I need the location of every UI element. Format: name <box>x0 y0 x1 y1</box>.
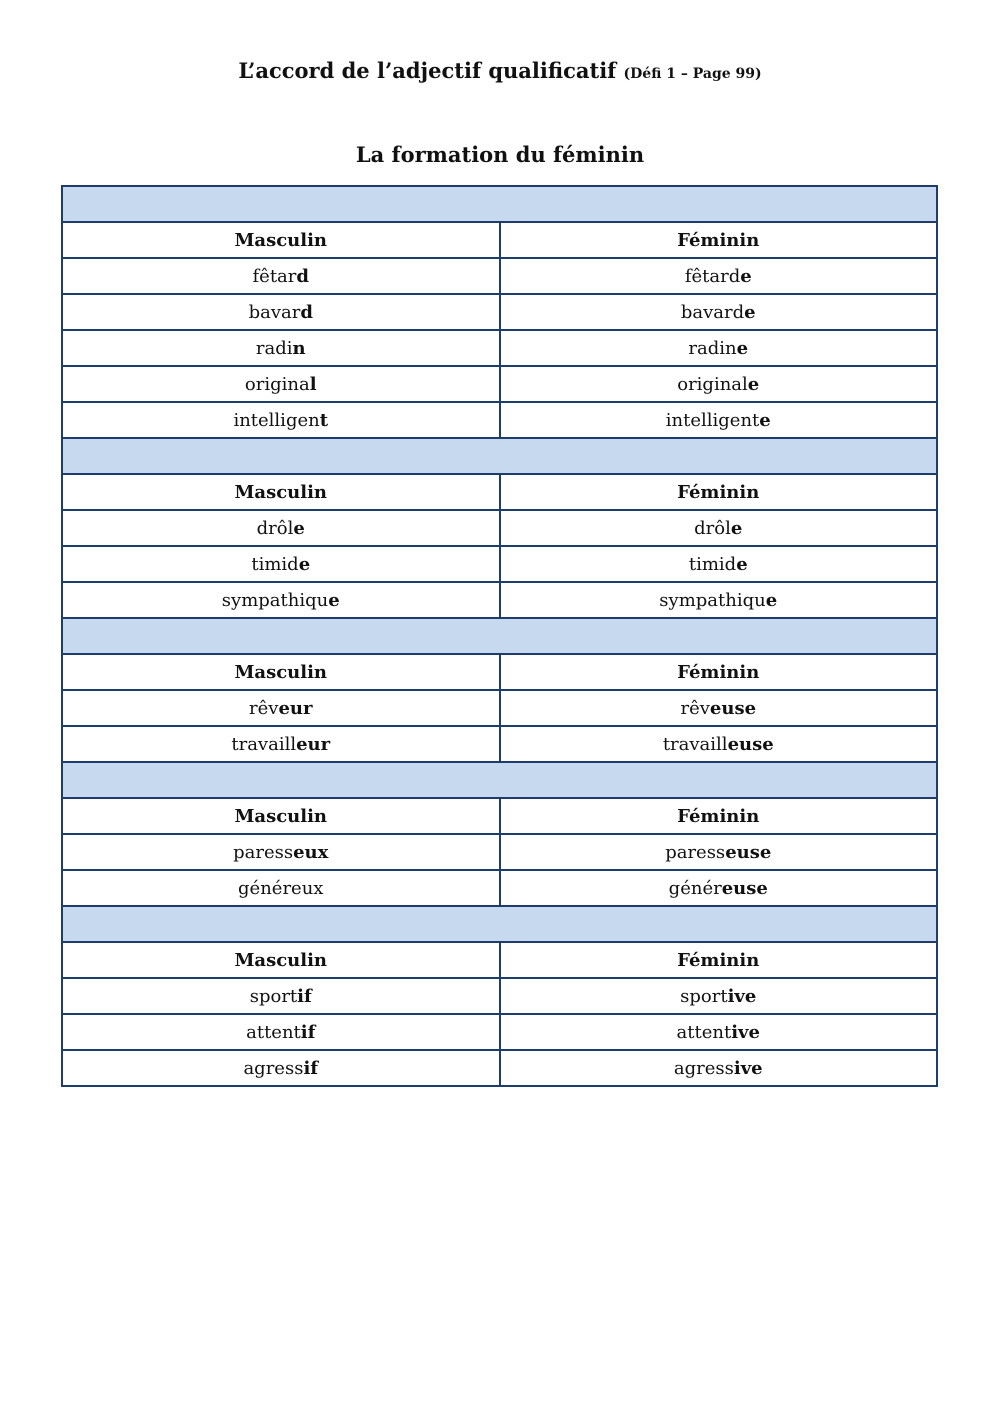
table-body <box>62 186 937 1086</box>
table-row <box>62 582 937 618</box>
feminine-cell <box>500 330 938 366</box>
word-ending: eur <box>278 697 313 719</box>
word-stem: paress <box>665 841 726 863</box>
feminine-cell <box>500 546 938 582</box>
masculine-cell <box>62 870 500 906</box>
table-row <box>62 294 937 330</box>
table-row <box>62 834 937 870</box>
word-ending: e <box>765 589 778 611</box>
word-ending: d <box>296 265 309 287</box>
word-stem: fêtard <box>684 265 741 287</box>
masculine-column-header: Masculin <box>62 474 500 510</box>
column-header-row <box>62 798 937 834</box>
masculine-cell <box>62 366 500 402</box>
word-stem: rêv <box>680 697 710 719</box>
feminine-formation-table <box>61 185 938 1087</box>
word-ending: eux <box>293 841 329 863</box>
section-band <box>62 186 937 222</box>
section-band-row <box>62 906 937 942</box>
masculine-cell <box>62 582 500 618</box>
masculine-cell <box>62 402 500 438</box>
word-ending: e <box>298 553 311 575</box>
section-heading: La formation du féminin <box>355 142 645 167</box>
feminine-cell <box>500 402 938 438</box>
masculine-cell <box>62 978 500 1014</box>
section-band <box>62 618 937 654</box>
table-row <box>62 402 937 438</box>
word-ending: euse <box>725 841 772 863</box>
feminine-cell <box>500 870 938 906</box>
word-ending: l <box>309 373 317 395</box>
masculine-cell <box>62 690 500 726</box>
masculine-cell <box>62 330 500 366</box>
word-ending: eur <box>296 733 331 755</box>
feminine-column-header: Féminin <box>500 654 938 690</box>
word-stem: origina <box>244 373 310 395</box>
word-stem: original <box>677 373 748 395</box>
word-stem: attent <box>676 1021 732 1043</box>
table-row <box>62 1050 937 1086</box>
word-stem: sport <box>249 985 298 1007</box>
word-ending: e <box>744 301 756 323</box>
word-ending: e <box>730 517 743 539</box>
word-stem: rêv <box>249 697 279 719</box>
word-ending: e <box>328 589 340 611</box>
word-stem: sport <box>680 985 728 1007</box>
word-stem: travaill <box>662 733 728 755</box>
table-row <box>62 1014 937 1050</box>
section-band <box>62 438 937 474</box>
word-stem: travaill <box>231 733 297 755</box>
table-row <box>62 690 937 726</box>
table-row <box>62 510 937 546</box>
section-band <box>62 906 937 942</box>
feminine-cell <box>500 582 938 618</box>
masculine-cell <box>62 726 500 762</box>
word-stem: généreux <box>238 877 324 899</box>
word-ending: ive <box>733 1057 763 1079</box>
feminine-column-header: Féminin <box>500 942 938 978</box>
feminine-cell <box>500 366 938 402</box>
word-ending: e <box>736 553 748 575</box>
masculine-column-header: Masculin <box>62 654 500 690</box>
column-header-row <box>62 654 937 690</box>
word-stem: agress <box>243 1057 304 1079</box>
word-stem: sympathiqu <box>221 589 329 611</box>
feminine-column-header: Féminin <box>500 222 938 258</box>
feminine-cell <box>500 1050 938 1086</box>
masculine-cell <box>62 546 500 582</box>
word-ending: d <box>300 301 313 323</box>
word-stem: bavard <box>680 301 745 323</box>
word-ending: euse <box>721 877 768 899</box>
feminine-cell <box>500 294 938 330</box>
word-ending: ive <box>727 985 757 1007</box>
feminine-cell <box>500 690 938 726</box>
word-ending: if <box>303 1057 319 1079</box>
masculine-cell <box>62 258 500 294</box>
word-stem: génér <box>668 877 722 899</box>
table-row <box>62 330 937 366</box>
page-title <box>0 58 1000 83</box>
word-stem: intelligent <box>665 409 760 431</box>
page-title-main: L’accord de l’adjectif qualificatif <box>238 58 617 83</box>
masculine-cell <box>62 510 500 546</box>
word-ending: e <box>736 337 749 359</box>
column-header-row <box>62 222 937 258</box>
feminine-cell <box>500 834 938 870</box>
table-row <box>62 726 937 762</box>
word-stem: drôl <box>694 517 731 539</box>
word-ending: e <box>740 265 752 287</box>
word-ending: euse <box>727 733 774 755</box>
page-title-reference: (Défi 1 – Page 99) <box>623 66 762 82</box>
section-band-row <box>62 618 937 654</box>
table-row <box>62 366 937 402</box>
table-row <box>62 870 937 906</box>
word-stem: paress <box>233 841 294 863</box>
feminine-column-header: Féminin <box>500 474 938 510</box>
feminine-cell <box>500 978 938 1014</box>
masculine-column-header: Masculin <box>62 222 500 258</box>
feminine-cell <box>500 510 938 546</box>
table-row <box>62 258 937 294</box>
word-ending: e <box>293 517 305 539</box>
section-band <box>62 762 937 798</box>
feminine-column-header: Féminin <box>500 798 938 834</box>
masculine-column-header: Masculin <box>62 942 500 978</box>
word-stem: intelligen <box>233 409 320 431</box>
table-row <box>62 546 937 582</box>
word-ending: if <box>297 985 312 1007</box>
word-ending: n <box>292 337 306 359</box>
word-ending: e <box>747 373 760 395</box>
masculine-column-header: Masculin <box>62 798 500 834</box>
word-ending: if <box>300 1021 316 1043</box>
word-ending: ive <box>731 1021 760 1043</box>
word-stem: fêtar <box>252 265 297 287</box>
word-stem: attent <box>246 1021 301 1043</box>
word-stem: sympathiqu <box>659 589 766 611</box>
section-band-row <box>62 762 937 798</box>
section-band-row <box>62 438 937 474</box>
feminine-cell <box>500 258 938 294</box>
masculine-cell <box>62 1050 500 1086</box>
column-header-row <box>62 942 937 978</box>
word-stem: radin <box>688 337 737 359</box>
table-row <box>62 978 937 1014</box>
word-stem: bavar <box>248 301 301 323</box>
section-band-row <box>62 186 937 222</box>
word-stem: drôl <box>256 517 294 539</box>
feminine-cell <box>500 726 938 762</box>
masculine-cell <box>62 294 500 330</box>
masculine-cell <box>62 834 500 870</box>
column-header-row <box>62 474 937 510</box>
feminine-cell <box>500 1014 938 1050</box>
word-stem: agress <box>673 1057 734 1079</box>
word-stem: timid <box>688 553 737 575</box>
word-stem: timid <box>251 553 299 575</box>
masculine-cell <box>62 1014 500 1050</box>
word-ending: euse <box>709 697 757 719</box>
word-ending: e <box>759 409 771 431</box>
word-stem: radi <box>255 337 293 359</box>
word-ending: t <box>319 409 329 431</box>
